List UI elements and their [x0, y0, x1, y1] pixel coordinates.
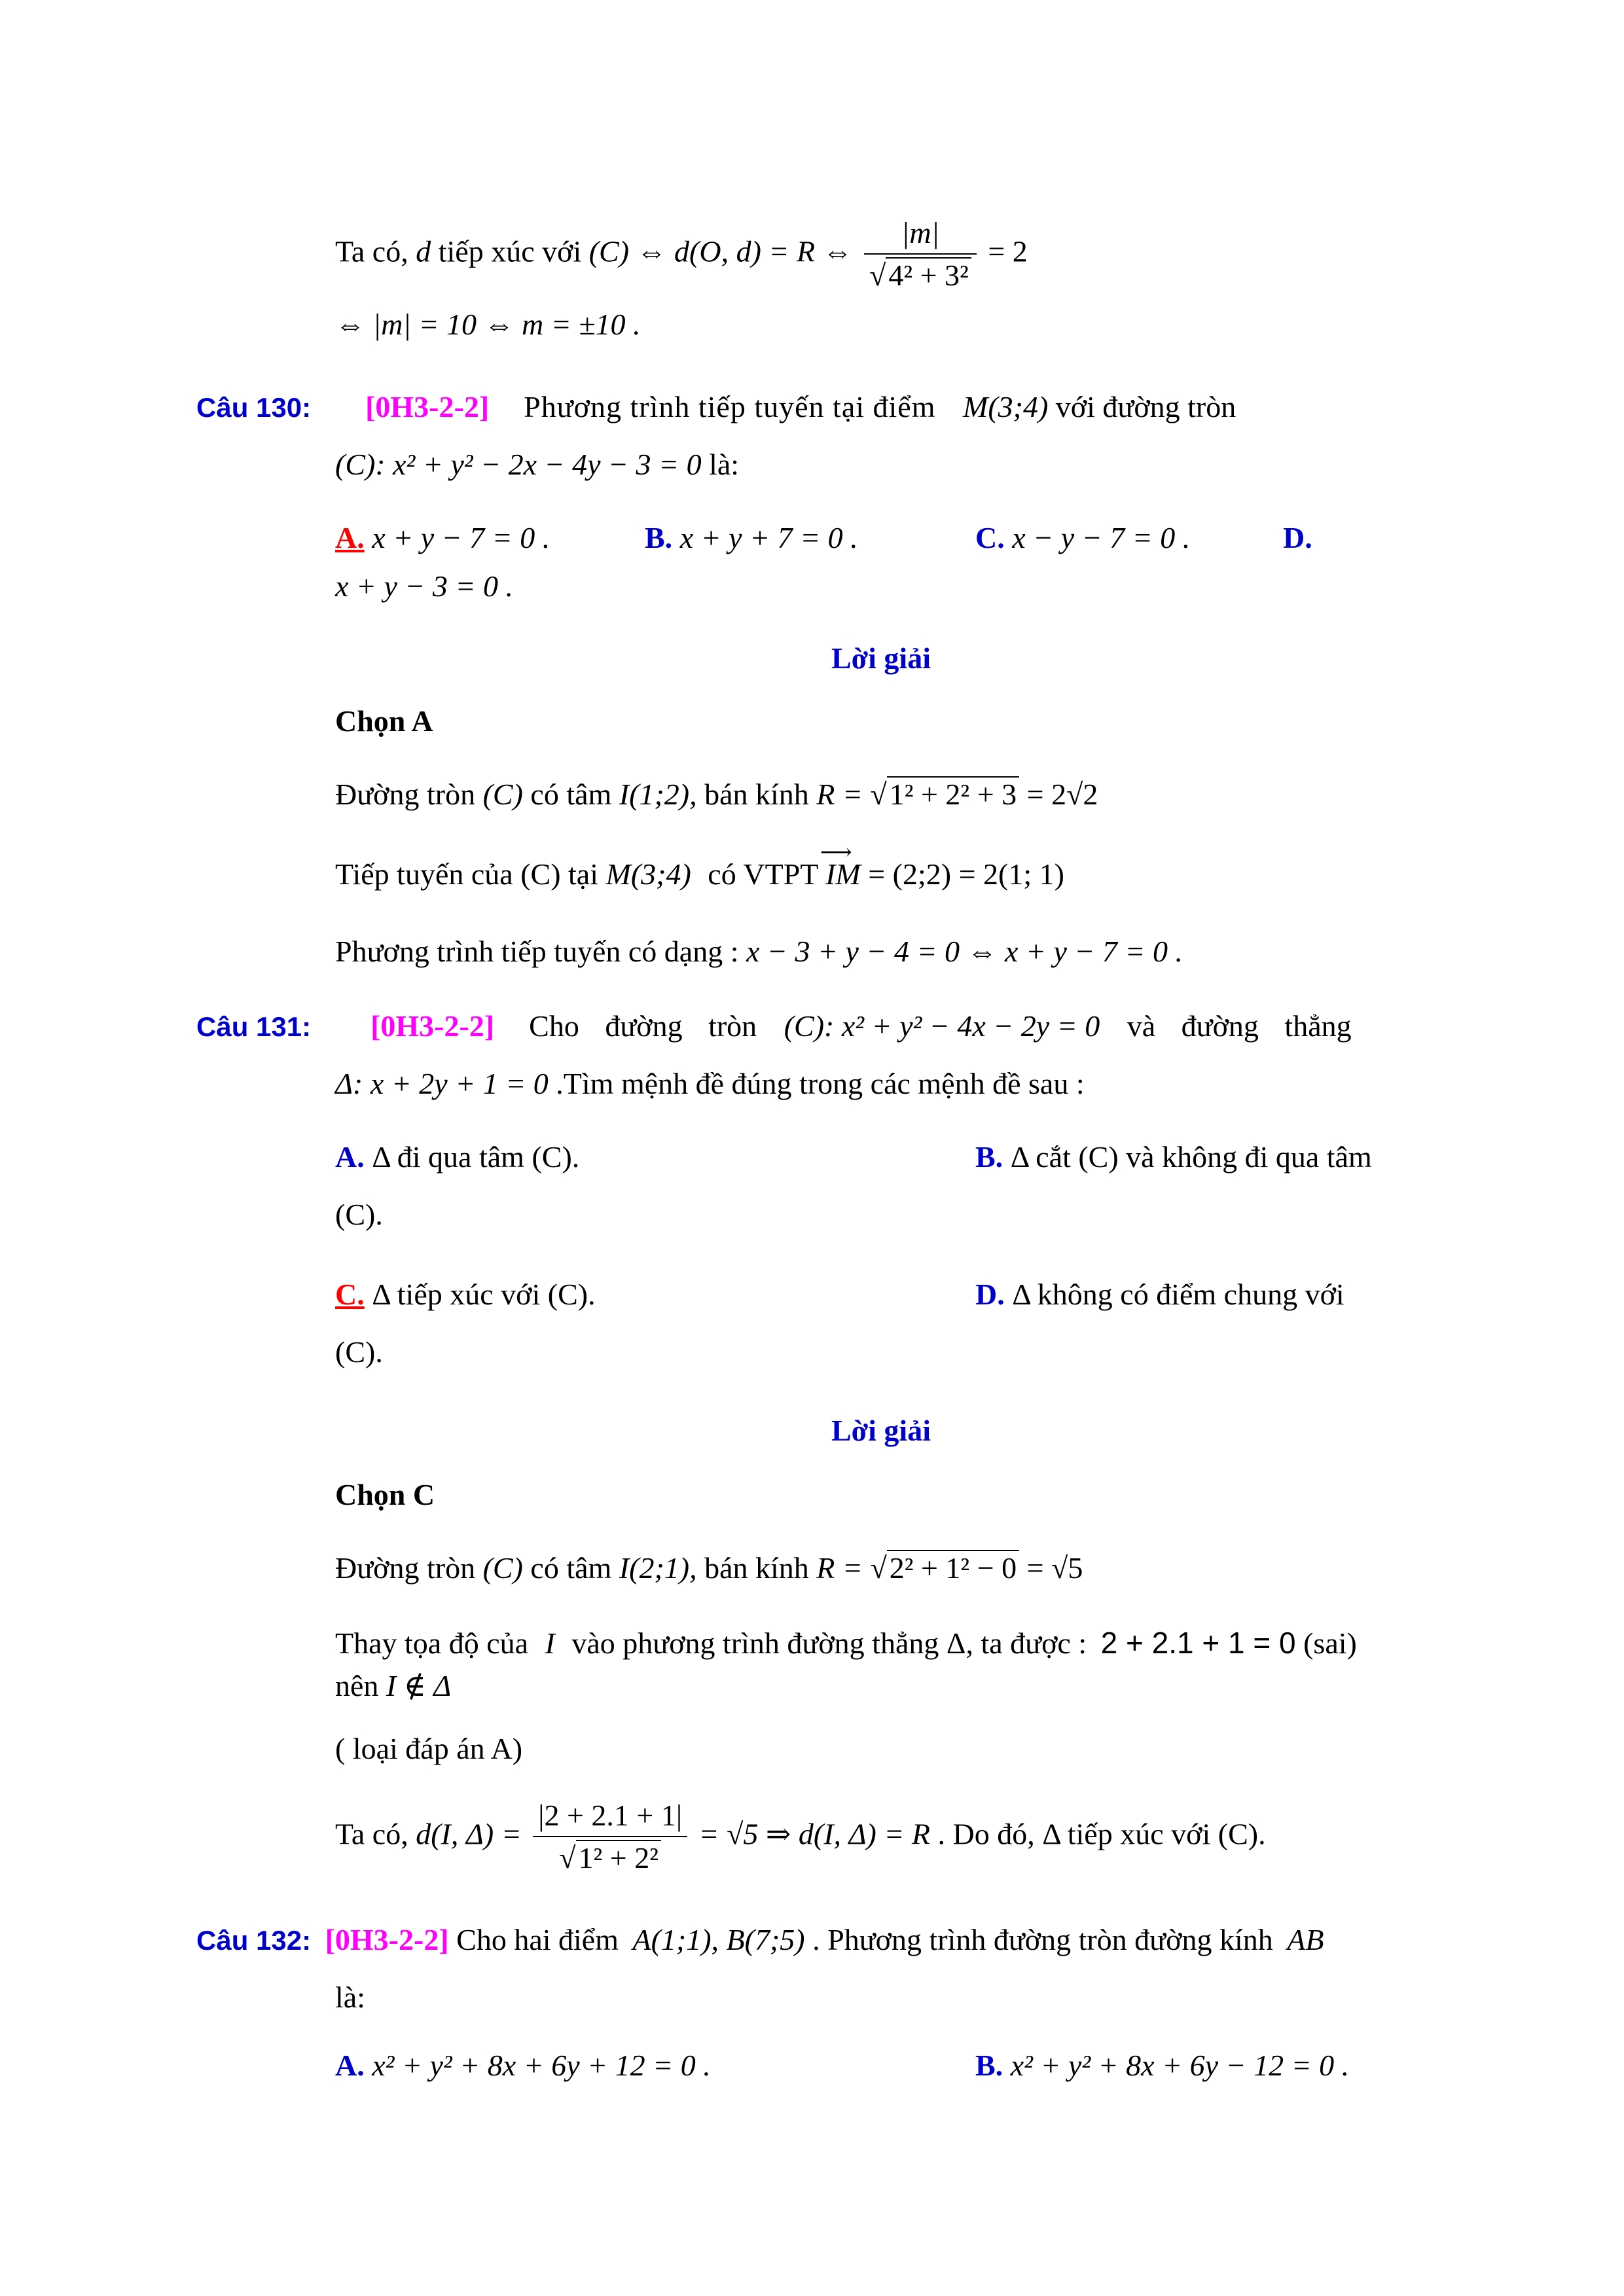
q131-stem-line-2	[335, 1067, 1085, 1102]
q131-stem-text: Cho đường tròn	[529, 1009, 757, 1043]
q131-s1-result: = √5	[1026, 1551, 1083, 1585]
intro-d: d	[416, 234, 431, 268]
q130-option-a-label: A.	[335, 521, 365, 554]
q131-solution-line-3	[335, 1669, 451, 1704]
q131-option-b-cont: (C).	[335, 1198, 383, 1231]
intro-line-2: ⇔ |m| = 10 ⇔ m = ±10 .	[335, 308, 641, 341]
q131-s5-tail: . Do đó, Δ tiếp xúc với (C).	[937, 1817, 1266, 1851]
q131-s2-mid: vào phương trình đường thẳng Δ, ta được :	[571, 1626, 1087, 1660]
q130-option-b-label: B.	[645, 521, 673, 554]
intro-line-1	[335, 216, 1028, 293]
q130-option-c-text: x − y − 7 = 0 .	[1012, 521, 1191, 554]
q132-stem-line-2: là:	[335, 1981, 365, 2014]
q130-tag: [0H3-2-2]	[365, 390, 490, 423]
q131-s1-radicand: 2² + 1² − 0	[887, 1550, 1019, 1586]
q130-stem-line-2	[335, 448, 739, 482]
q130-s2-vector: IM	[825, 857, 861, 891]
q131-s5-fraction-den: √1² + 2²	[533, 1837, 687, 1876]
q131-s5-fraction	[533, 1799, 687, 1876]
q130-circle-eq: (C): x² + y² − 2x − 4y − 3 = 0	[335, 448, 702, 481]
q130-s2-mid: có VTPT	[708, 857, 818, 891]
intro-lead: Ta có,	[335, 234, 408, 268]
q131-s1-root: √2² + 1² − 0	[870, 1551, 1019, 1585]
intro-fraction-num: |m|	[864, 216, 977, 255]
q130-solution-line-2: Tiếp tuyến của (C) tại M(3;4) có VTPT IM⟶ = (2;2) = 2(1; 1)	[335, 840, 1064, 891]
q131-option-d[interactable]	[975, 1278, 1344, 1312]
q130-option-a-text: x + y − 7 = 0 .	[372, 521, 550, 554]
q130-stem-text: Phương trình tiếp tuyến tại điểm	[524, 390, 936, 423]
q130-stem2-tail: là:	[709, 448, 740, 481]
q130-s3-lead: Phương trình tiếp tuyến có dạng :	[335, 935, 739, 968]
q132-points: A(1;1), B(7;5)	[632, 1923, 805, 1956]
q131-circle-eq: (C): x² + y² − 4x − 2y = 0	[784, 1009, 1100, 1043]
q131-option-b-text: Δ cắt (C) và không đi qua tâm	[1010, 1140, 1372, 1174]
q131-tag: [0H3-2-2]	[370, 1009, 495, 1043]
q130-s3-math: x − 3 + y − 4 = 0 ⇔ x + y − 7 = 0 .	[746, 935, 1183, 968]
intro-fraction-den: √4² + 3²	[864, 255, 977, 293]
q131-solution-line-4: ( loại đáp án A)	[335, 1732, 523, 1765]
q130-s1-center: I(1;2),	[619, 778, 697, 811]
q130-s1-lead: Đường tròn	[335, 778, 476, 811]
q131-s1-mid: có tâm	[530, 1551, 612, 1585]
q131-s5-fraction-num: |2 + 2.1 + 1|	[533, 1799, 687, 1837]
q132-option-b[interactable]	[975, 2049, 1349, 2083]
q130-option-d-text: x + y − 3 = 0 .	[335, 569, 513, 603]
q131-option-d-text: Δ không có điểm chung với	[1012, 1278, 1344, 1311]
q130-s1-root: √1² + 2² + 3	[870, 778, 1019, 811]
q131-s1-lead: Đường tròn	[335, 1551, 476, 1585]
q130-point: M(3;4)	[963, 390, 1049, 423]
q132-ab: AB	[1287, 1923, 1324, 1956]
q132-tag: [0H3-2-2]	[325, 1923, 449, 1956]
intro-tail: = 2	[988, 234, 1028, 268]
q130-option-d[interactable]	[1283, 521, 1312, 556]
q130-option-b-text: x + y + 7 = 0 .	[679, 521, 858, 554]
q131-line-eq: Δ: x + 2y + 1 = 0	[335, 1067, 549, 1100]
q131-s3-lead: nên	[335, 1669, 379, 1702]
q132-stem-tail: . Phương trình đường tròn đường kính	[812, 1923, 1273, 1956]
intro-radicand: 4² + 3²	[886, 257, 971, 293]
q131-option-a-text: Δ đi qua tâm (C).	[372, 1140, 580, 1174]
q132-option-b-label: B.	[975, 2049, 1003, 2082]
q130-option-c[interactable]	[975, 521, 1190, 556]
q131-option-b[interactable]	[975, 1140, 1372, 1175]
q131-option-d-label: D.	[975, 1278, 1005, 1311]
q131-s1-center: I(2;1),	[619, 1551, 697, 1585]
q131-stem-line-1	[196, 1009, 1352, 1044]
q132-option-a-label: A.	[335, 2049, 365, 2082]
q130-option-b[interactable]	[645, 521, 858, 556]
q130-solution-line-3	[335, 935, 1183, 969]
q131-s2-I: I	[545, 1626, 555, 1660]
q131-option-a-label: A.	[335, 1140, 365, 1174]
q132-option-b-text: x² + y² + 8x + 6y − 12 = 0 .	[1010, 2049, 1350, 2082]
q131-option-b-label: B.	[975, 1140, 1003, 1174]
intro-fraction	[864, 216, 977, 293]
q130-option-d-label: D.	[1283, 521, 1312, 554]
q131-s1-radius: R =	[816, 1551, 863, 1585]
q130-option-c-label: C.	[975, 521, 1005, 554]
q130-stem-line-1	[196, 390, 1236, 425]
q132-stem-line-1	[196, 1923, 1324, 1958]
q131-s3-math: I ∉ Δ	[386, 1669, 452, 1702]
q131-s5-lead: Ta có,	[335, 1817, 408, 1851]
q131-option-c-label: C.	[335, 1278, 365, 1311]
q132-stem-text: Cho hai điểm	[456, 1923, 619, 1956]
q131-option-a[interactable]	[335, 1140, 579, 1175]
q131-solution-line-1	[335, 1550, 1083, 1586]
q131-choice: Chọn C	[335, 1478, 435, 1511]
q131-option-c-text: Δ tiếp xúc với (C).	[372, 1278, 596, 1311]
q130-s1-result: = 2√2	[1026, 778, 1098, 811]
q130-option-a[interactable]	[335, 521, 550, 556]
q131-solution-line-5	[335, 1799, 1266, 1876]
intro-mid: tiếp xúc với	[438, 234, 582, 268]
q131-s1-radius-label: bán kính	[704, 1551, 809, 1585]
q130-s1-circle: (C)	[482, 778, 523, 811]
q130-solution-line-1	[335, 776, 1098, 812]
q130-s1-radius-label: bán kính	[704, 778, 809, 811]
q130-s1-radicand: 1² + 2² + 3	[887, 776, 1019, 812]
q131-stem-tail: và đường thẳng	[1127, 1009, 1352, 1043]
q131-s5-radicand: 1² + 2²	[576, 1840, 662, 1876]
q131-s1-circle: (C)	[482, 1551, 523, 1585]
q130-s2-point: M(3;4)	[605, 857, 691, 891]
q131-option-d-cont: (C).	[335, 1335, 383, 1369]
q130-s1-radius: R =	[816, 778, 863, 811]
q130-s2-lead: Tiếp tuyến của (C) tại	[335, 857, 599, 891]
q130-s1-mid: có tâm	[530, 778, 612, 811]
q131-s2-math: 2 + 2.1 + 1 = 0	[1100, 1626, 1296, 1660]
q131-option-c[interactable]	[335, 1278, 596, 1312]
q131-solution-line-2	[335, 1626, 1357, 1661]
q131-stem2-tail: .Tìm mệnh đề đúng trong các mệnh đề sau :	[556, 1067, 1085, 1100]
q131-s2-lead: Thay tọa độ của	[335, 1626, 529, 1660]
q132-option-a-text: x² + y² + 8x + 6y + 12 = 0 .	[372, 2049, 711, 2082]
q130-stem-tail: với đường tròn	[1055, 390, 1236, 423]
q132-label: Câu 132:	[196, 1925, 312, 1956]
intro-expr: (C) ⇔ d(O, d) = R ⇔	[588, 234, 853, 268]
q131-label: Câu 131:	[196, 1011, 312, 1042]
q130-s2-tail: = (2;2) = 2(1; 1)	[868, 857, 1064, 891]
q131-s2-tail: (sai)	[1303, 1626, 1357, 1660]
q132-option-a[interactable]	[335, 2049, 711, 2083]
q130-solution-title: Lời giải	[831, 641, 931, 675]
q131-s5-expr: d(I, Δ) =	[416, 1817, 522, 1851]
q131-s5-mid: = √5 ⇒ d(I, Δ) = R	[698, 1817, 930, 1851]
q130-label: Câu 130:	[196, 392, 312, 423]
q131-solution-title: Lời giải	[831, 1414, 931, 1447]
q130-choice: Chọn A	[335, 704, 433, 738]
